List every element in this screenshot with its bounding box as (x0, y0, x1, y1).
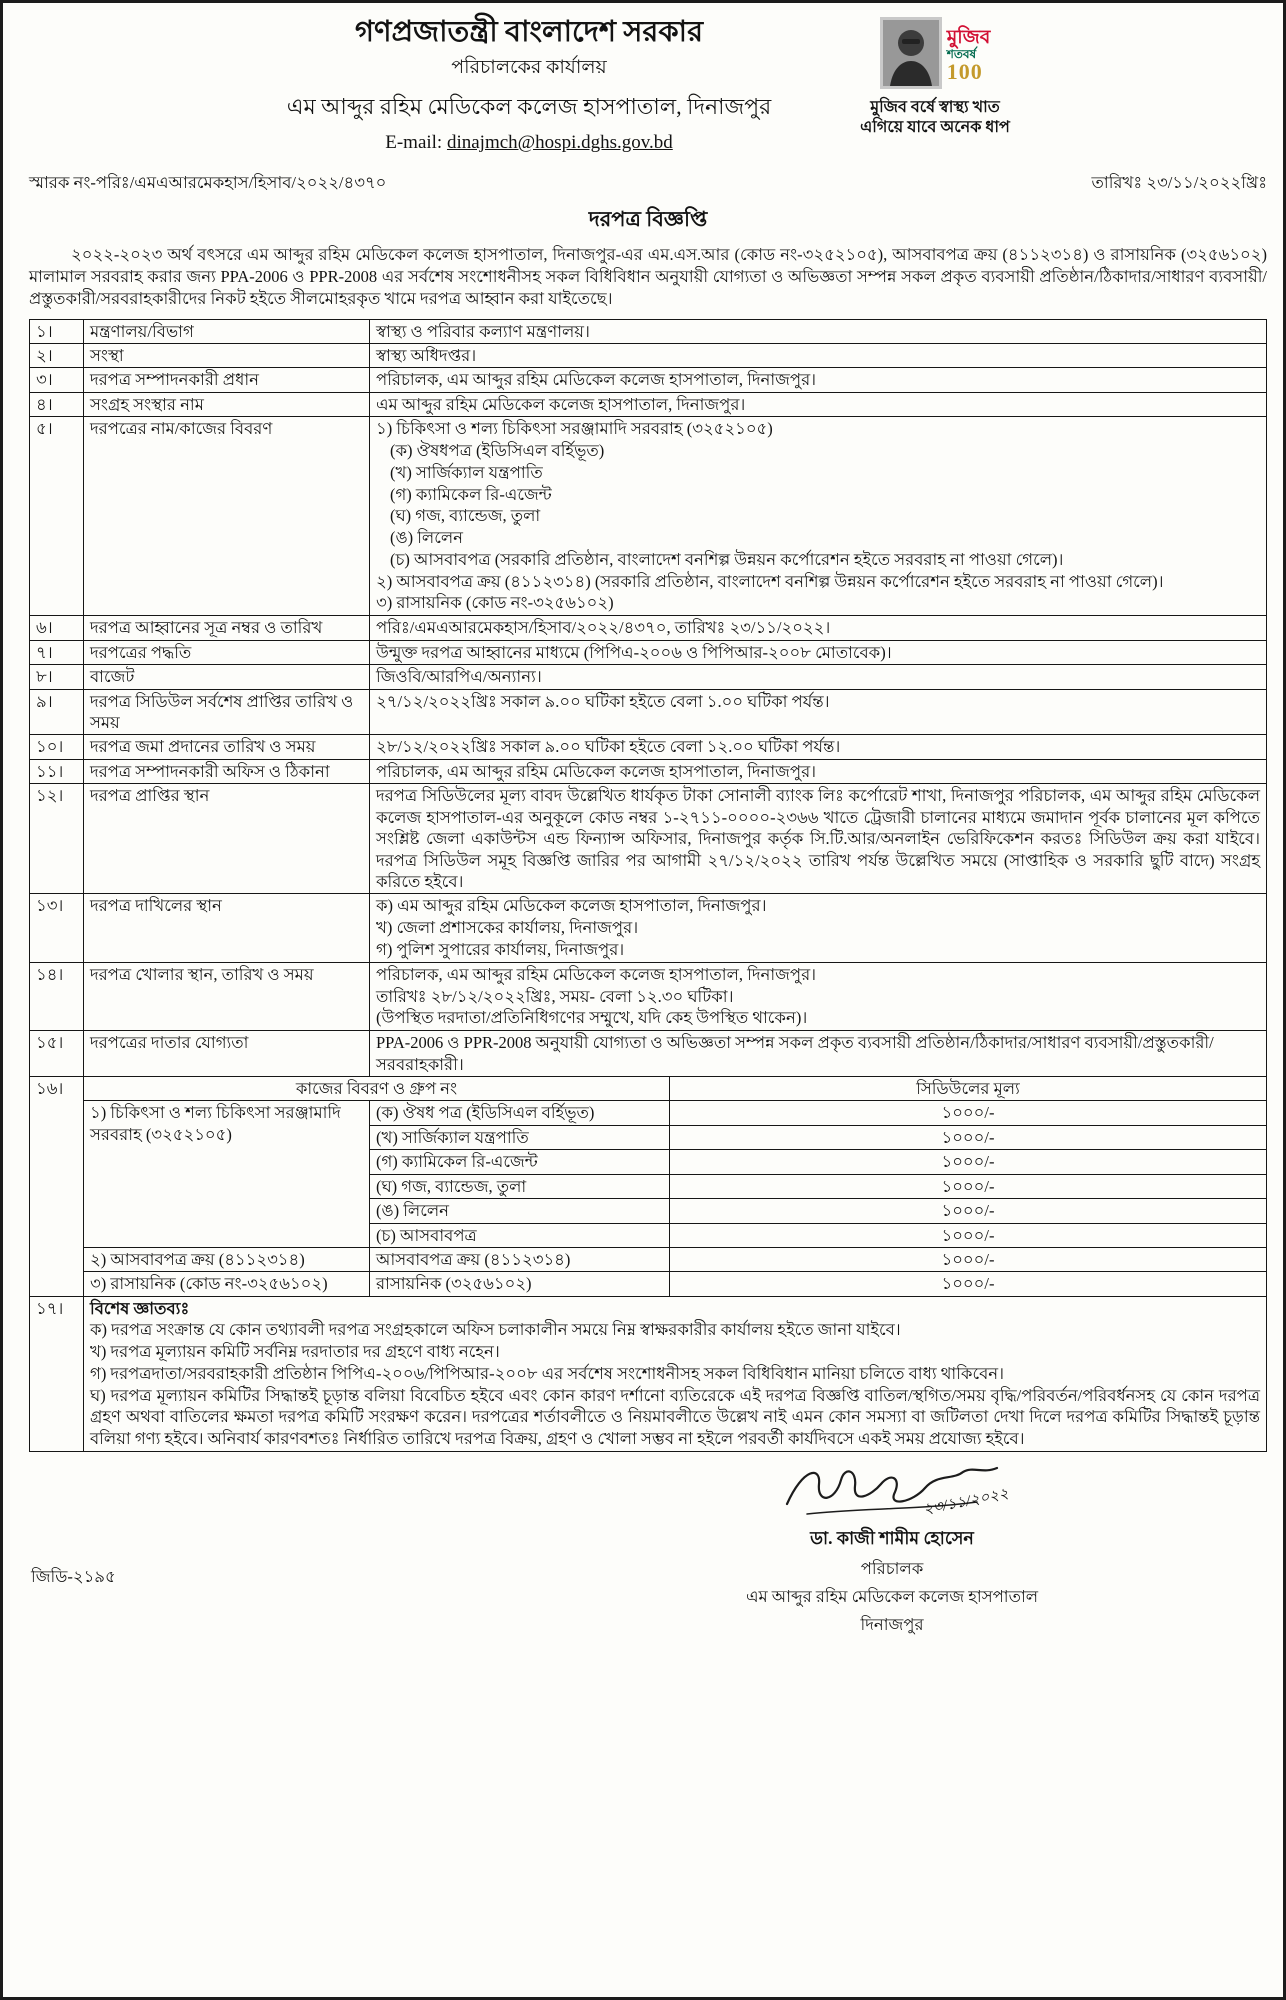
item-price-cell: ১০০০/- (670, 1223, 1267, 1247)
note-line: গ) দরপত্রদাতা/সরবরাহকারী প্রতিষ্ঠান পিপিএ-২০০৬/পিপিআর-২০০৮ এর সর্বশেষ সংশোধনীসহ সকল বিধিবিধান মানিয়া চলিতে বাধ্য থাকিবেন। (90, 1363, 1005, 1383)
signature-area (29, 1452, 1267, 1692)
schedule-header-row (30, 1076, 1267, 1100)
table-row (30, 417, 1267, 616)
schedule-desc-header: কাজের বিবরণ ও গ্রুপ নং (84, 1076, 670, 1100)
serial-cell: ৯। (30, 689, 84, 735)
serial-cell: ১৪। (30, 962, 84, 1030)
value-line: (ঘ) গজ, ব্যান্ডেজ, তুলা (390, 506, 541, 526)
value-line: ১) চিকিৎসা ও শল্য চিকিৎসা সরঞ্জামাদি সরবরাহ (৩২৫২১০৫) (376, 419, 773, 439)
serial-cell: ১৬। (30, 1076, 84, 1296)
value-line: ক) এম আব্দুর রহিম মেডিকেল কলেজ হাসপাতাল, দিনাজপুর। (376, 896, 767, 916)
schedule-row (30, 1272, 1267, 1296)
value-line: (উপস্থিত দরদাতা/প্রতিনিধিগণের সম্মুখে, যদি কেহ উপস্থিত থাকেন)। (376, 1008, 808, 1028)
memo-date: তারিখঃ ২৩/১১/২০২২খ্রিঃ (1091, 172, 1267, 192)
signatory-name: ডা. কাজী শামীম হোসেন (810, 1527, 974, 1548)
item-price-cell: ১০০০/- (670, 1174, 1267, 1198)
group-name-cell: ২) আসবাবপত্র ক্রয় (৪১১২৩১৪) (84, 1248, 370, 1272)
mujib-portrait-icon (880, 17, 942, 94)
value-line: ৩) রাসায়নিক (কোড নং-৩২৫৬১০২) (376, 593, 614, 613)
table-row (30, 784, 1267, 894)
item-price-cell: ১০০০/- (670, 1101, 1267, 1125)
serial-cell: ৬। (30, 616, 84, 640)
item-price-cell: ১০০০/- (670, 1150, 1267, 1174)
table-row (30, 894, 1267, 962)
item-desc-cell: (চ) আসবাবপত্র (370, 1223, 670, 1247)
logo-tagline (845, 98, 1025, 139)
serial-cell: ২। (30, 344, 84, 368)
organization-name: এম আব্দুর রহিম মেডিকেল কলেজ হাসপাতাল, দিনাজপুর (286, 93, 772, 119)
value-cell (370, 417, 1267, 616)
serial-cell: ৫। (30, 417, 84, 616)
item-desc-cell: (ক) ঔষধ পত্র (ইডিসিএল বর্হিভূত) (370, 1101, 670, 1125)
table-row (30, 392, 1267, 416)
item-desc-cell: রাসায়নিক (৩২৫৬১০২) (370, 1272, 670, 1296)
signatory-organization: এম আব্দুর রহিম মেডিকেল কলেজ হাসপাতাল (745, 1586, 1039, 1606)
value-cell: ২৭/১২/২০২২খ্রিঃ সকাল ৯.০০ ঘটিকা হইতে বেলা ১.০০ ঘটিকা পর্যন্ত। (370, 689, 1267, 735)
value-line: পরিচালক, এম আব্দুর রহিম মেডিকেল কলেজ হাসপাতাল, দিনাজপুর। (376, 964, 817, 984)
value-cell: পরিঃ/এমএআরমেকহাস/হিসাব/২০২২/৪৩৭০, তারিখঃ ২৩/১১/২০২২। (370, 616, 1267, 640)
table-row (30, 319, 1267, 343)
logo-mujib-word: মুজিব (946, 26, 991, 48)
serial-cell: ১৩। (30, 894, 84, 962)
value-line: তারিখঃ ২৮/১২/২০২২খ্রিঃ, সময়- বেলা ১২.৩০ ঘটিকা। (376, 986, 734, 1006)
label-cell: দরপত্র দাখিলের স্থান (84, 894, 370, 962)
table-row (30, 1031, 1267, 1077)
mujib-logo-row (845, 17, 1025, 94)
office-name: পরিচালকের কার্যালয় (451, 56, 607, 78)
table-row (30, 344, 1267, 368)
value-cell: উন্মুক্ত দরপত্র আহ্বানের মাধ্যমে (পিপিএ-২০০৬ ও পিপিআর-২০০৮ মোতাবেক)। (370, 640, 1267, 664)
serial-cell: ১৫। (30, 1031, 84, 1077)
serial-cell: ৪। (30, 392, 84, 416)
label-cell: মন্ত্রণালয়/বিভাগ (84, 319, 370, 343)
label-cell: দরপত্র সম্পাদনকারী প্রধান (84, 368, 370, 392)
value-cell: ২৮/১২/২০২২খ্রিঃ সকাল ৯.০০ ঘটিকা হইতে বেলা ১২.০০ ঘটিকা পর্যন্ত। (370, 735, 1267, 759)
item-price-cell: ১০০০/- (670, 1125, 1267, 1149)
mujib-borsho-logo (845, 17, 1025, 139)
table-row (30, 689, 1267, 735)
item-price-cell: ১০০০/- (670, 1248, 1267, 1272)
table-row (30, 735, 1267, 759)
signatory-location: দিনাজপুর (860, 1614, 924, 1634)
table-row (30, 962, 1267, 1030)
value-cell: স্বাস্থ্য ও পরিবার কল্যাণ মন্ত্রণালয়। (370, 319, 1267, 343)
logo-tagline-line1: মুজিব বর্ষে স্বাস্থ্য খাত (870, 99, 1000, 116)
label-cell: দরপত্র আহ্বানের সূত্র নম্বর ও তারিখ (84, 616, 370, 640)
value-cell: এম আব্দুর রহিম মেডিকেল কলেজ হাসপাতাল, দিনাজপুর। (370, 392, 1267, 416)
value-cell: PPA-2006 ও PPR-2008 অনুযায়ী যোগ্যতা ও অভিজ্ঞতা সম্পন্ন সকল প্রকৃত ব্যবসায়ী প্রতিষ্ঠান/ঠিকাদার/সাধারণ ব্যবসায়ী/প্রস্তুতকারী/সরবরাহকারী। (370, 1031, 1267, 1077)
label-cell: বাজেট (84, 665, 370, 689)
label-cell: দরপত্রের দাতার যোগ্যতা (84, 1031, 370, 1077)
group-name-cell: ৩) রাসায়নিক (কোড নং-৩২৫৬১০২) (84, 1272, 370, 1296)
label-cell: দরপত্র জমা প্রদানের তারিখ ও সময় (84, 735, 370, 759)
serial-cell: ১২। (30, 784, 84, 894)
special-notes-title: বিশেষ জ্ঞাতব্যঃ (90, 1298, 190, 1318)
logo-100-mark: 100 (946, 59, 983, 85)
label-cell: দরপত্র সম্পাদনকারী অফিস ও ঠিকানা (84, 759, 370, 783)
value-cell (370, 962, 1267, 1030)
note-line: ক) দরপত্র সংক্রান্ত যে কোন তথ্যাবলী দরপত্র সংগ্রহকালে অফিস চলাকালীন সময়ে নিম্ন স্বাক্ষরকারীর কার্যালয় হইতে জানা যাইবে। (90, 1320, 901, 1340)
special-notes-cell (84, 1296, 1267, 1451)
value-line: (ঙ) লিলেন (390, 528, 464, 548)
schedule-row (30, 1101, 1267, 1125)
serial-cell: ১৭। (30, 1296, 84, 1451)
value-line: গ) পুলিশ সুপারের কার্যালয়, দিনাজপুর। (376, 940, 625, 960)
value-cell: পরিচালক, এম আব্দুর রহিম মেডিকেল কলেজ হাসপাতাল, দিনাজপুর। (370, 368, 1267, 392)
value-cell: পরিচালক, এম আব্দুর রহিম মেডিকেল কলেজ হাসপাতাল, দিনাজপুর। (370, 759, 1267, 783)
schedule-row (30, 1248, 1267, 1272)
notice-title: দরপত্র বিজ্ঞপ্তি (588, 206, 708, 231)
value-line: (ক) ঔষধপত্র (ইডিসিএল বর্হিভূত) (390, 441, 605, 461)
table-row (30, 759, 1267, 783)
item-desc-cell: (ঘ) গজ, ব্যান্ডেজ, তুলা (370, 1174, 670, 1198)
value-line: (গ) ক্যামিকেল রি-এজেন্ট (390, 484, 552, 504)
label-cell: দরপত্র সিডিউল সর্বশেষ প্রাপ্তির তারিখ ও সময় (84, 689, 370, 735)
group-name-cell: ১) চিকিৎসা ও শল্য চিকিৎসা সরঞ্জামাদি সরবরাহ (৩২৫২১০৫) (84, 1101, 370, 1248)
schedule-price-header: সিডিউলের মূল্য (670, 1076, 1267, 1100)
label-cell: দরপত্রের নাম/কাজের বিবরণ (84, 417, 370, 616)
value-cell: স্বাস্থ্য অধিদপ্তর। (370, 344, 1267, 368)
label-cell: দরপত্র প্রাপ্তির স্থান (84, 784, 370, 894)
note-line: খ) দরপত্র মূল্যায়ন কমিটি সর্বনিম্ন দরদাতার দর গ্রহণে বাধ্য নহেন। (90, 1342, 500, 1362)
value-line: ২) আসবাবপত্র ক্রয় (৪১১২৩১৪) (সরকারি প্রতিষ্ঠান, বাংলাদেশ বনশিল্প উন্নয়ন কর্পোরেশন হইতে সরবরাহ না পাওয়া গেলে)। (376, 571, 1164, 591)
label-cell: সংস্থা (84, 344, 370, 368)
signature-date: ২৩/১১/২০২২ (921, 1485, 1010, 1519)
intro-paragraph: ২০২২-২০২৩ অর্থ বৎসরে এম আব্দুর রহিম মেডিকেল কলেজ হাসপাতাল, দিনাজপুর-এর এম.এস.আর (কোড নং-৩২৫২১০৫), আসবাবপত্র ক্রয় (৪১১২৩১৪) ও রাসায়নিক (৩২৫৬১০২) মালামাল সরবরাহ করার জন্য PPA-2006 ও PPR-2008 এর সর্বশেষ সংশোধনীসহ সকল বিধিবিধান অনুযায়ী যোগ্যতা ও অভিজ্ঞতা সম্পন্ন সকল প্রকৃত ব্যবসায়ী প্রতিষ্ঠান/ঠিকাদার/সাধারণ ব্যবসায়ী/প্রস্তুতকারী/সরবরাহকারীদের নিকট হইতে সীলমোহরকৃত খামে দরপত্র আহ্বান করা যাইতেছে। (29, 244, 1267, 309)
serial-cell: ১। (30, 319, 84, 343)
item-desc-cell: (খ) সার্জিক্যাল যন্ত্রপাতি (370, 1125, 670, 1149)
memo-row (29, 170, 1267, 197)
gd-number: জিডি-২১৯৫ (31, 1566, 116, 1586)
signature-block (697, 1460, 1087, 1639)
value-line: (খ) সার্জিক্যাল যন্ত্রপাতি (390, 462, 543, 482)
item-desc-cell: (ঙ) লিলেন (370, 1199, 670, 1223)
government-title: গণপ্রজাতন্ত্রী বাংলাদেশ সরকার (354, 16, 704, 48)
tender-details-table (29, 319, 1267, 1452)
label-cell: দরপত্রের পদ্ধতি (84, 640, 370, 664)
serial-cell: ৭। (30, 640, 84, 664)
serial-cell: ৮। (30, 665, 84, 689)
item-price-cell: ১০০০/- (670, 1199, 1267, 1223)
logo-tagline-line2: এগিয়ে যাবে অনেক ধাপ (860, 119, 1010, 137)
value-cell (370, 894, 1267, 962)
value-line: (চ) আসবাবপত্র (সরকারি প্রতিষ্ঠান, বাংলাদেশ বনশিল্প উন্নয়ন কর্পোরেশন হইতে সরবরাহ না পাওয়া গেলে)। (390, 549, 1064, 569)
item-desc-cell: (গ) ক্যামিকেল রি-এজেন্ট (370, 1150, 670, 1174)
table-row (30, 616, 1267, 640)
serial-cell: ১০। (30, 735, 84, 759)
label-cell: দরপত্র খোলার স্থান, তারিখ ও সময় (84, 962, 370, 1030)
item-price-cell: ১০০০/- (670, 1272, 1267, 1296)
table-row (30, 640, 1267, 664)
signature-scribble (697, 1460, 1087, 1526)
serial-cell: ১১। (30, 759, 84, 783)
email-label: E-mail: (385, 131, 443, 153)
signatory-designation: পরিচালক (860, 1558, 924, 1578)
mujib-logo-text (947, 28, 991, 84)
email-address: dinajmch@hospi.dghs.gov.bd (446, 131, 673, 153)
serial-cell: ৩। (30, 368, 84, 392)
label-cell: সংগ্রহ সংস্থার নাম (84, 392, 370, 416)
note-line: ঘ) দরপত্র মূল্যায়ন কমিটির সিদ্ধান্তই চূড়ান্ত বলিয়া বিবেচিত হইবে এবং কোন কারণ দর্শানো ব্যতিরেকে এই দরপত্র বিজ্ঞপ্তি বাতিল/স্থগিত/সময় বৃদ্ধি/পরিবর্তন/পরিবর্ধনসহ যে কোন দরপত্র গ্রহণ অথবা বাতিলের ক্ষমতা দরপত্র কমিটি সংরক্ষণ করেন। দরপত্রের শর্তাবলীতে ও নিয়মাবলীতে উল্লেখ নাই এমন কোন সমস্যা বা জটিলতা দেখা দিলে দরপত্র কমিটির সিদ্ধান্তই চূড়ান্ত বলিয়া গণ্য হইবে। অনিবার্য কারণবশতঃ নির্ধারিত তারিখে দরপত্র বিক্রয়, গ্রহণ ও খোলা সম্ভব না হইলে পরবর্তী কার্যদিবসে একই সময় প্রযোজ্য হইবে। (90, 1385, 1260, 1449)
item-desc-cell: আসবাবপত্র ক্রয় (৪১১২৩১৪) (370, 1248, 670, 1272)
special-notes-row (30, 1296, 1267, 1451)
value-cell: দরপত্র সিডিউলের মূল্য বাবদ উল্লেখিত ধার্যকৃত টাকা সোনালী ব্যাংক লিঃ কর্পোরেট শাখা, দিনাজপুর পরিচালক, এম আব্দুর রহিম মেডিকেল কলেজ হাসপাতাল-এর অনুকূলে কোড নম্বর ১-২৭১১-০০০০-২৩৬৬ খাতে ট্রেজারী চালানের মাধ্যমে জমাদান পূর্বক চালানের মূল কপিতে সংশ্লিষ্ট জেলা একাউন্টস এন্ড ফিন্যান্স অফিসার, দিনাজপুর কর্তৃক সি.টি.আর/অনলাইন ভেরিফিকেশন করতঃ সিডিউল ক্রয় করা যাইবে। দরপত্র সিডিউল সমূহ বিজ্ঞপ্তি জারির পর আগামী ২৭/১২/২০২২ তারিখ পর্যন্ত উল্লেখিত সময়ে (সাপ্তাহিক ও সরকারি ছুটি বাদে) সংগ্রহ করিতে হইবে। (370, 784, 1267, 894)
table-row (30, 368, 1267, 392)
value-line: খ) জেলা প্রশাসকের কার্যালয়, দিনাজপুর। (376, 918, 639, 938)
memo-number: স্মারক নং-পরিঃ/এমএআরমেকহাস/হিসাব/২০২২/৪৩৭০ (29, 172, 387, 192)
logo-shotoborsho-word: শতবর্ষ (946, 46, 977, 61)
value-cell: জিওবি/আরপিএ/অন্যান্য। (370, 665, 1267, 689)
table-row (30, 665, 1267, 689)
